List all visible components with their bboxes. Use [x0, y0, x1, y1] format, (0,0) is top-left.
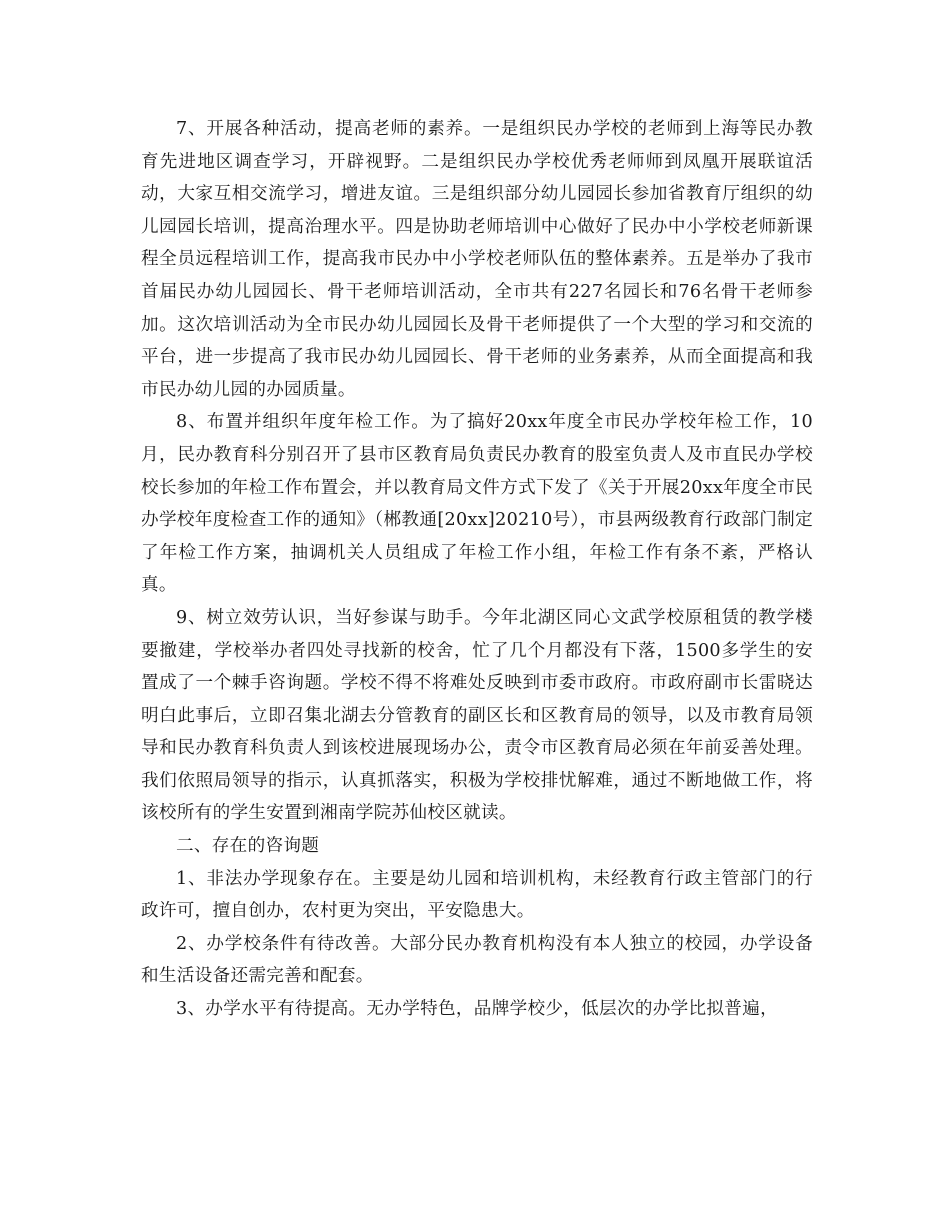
document-page [141, 113, 813, 1026]
problem-item-3-school-level: 3、办学水平有待提高。无办学特色，品牌学校少，低层次的办学比拟普遍， [176, 999, 778, 1020]
paragraph-item-7-activities: 7、开展各种活动，提高老师的素养。一是组织民办学校的老师到上海等民办教育先进地区调查学习，开辟视野。二是组织民办学校优秀老师师到凤凰开展联谊活动，大家互相交流学习，增进友谊。三是组织部分幼儿园园长参加省教育厅组织的幼儿园园长培训，提高治理水平。四是协助老师培训中心做好了民办中小学校老师新课程全员远程培训工作，提高我市民办中小学校老师队伍的整体素养。五是举办了我市首届民办幼儿园园长、骨干老师培训活动，全市共有227名园长和76名骨干老师参加。这次培训活动为全市民办幼儿园园长及骨干老师提供了一个大型的学习和交流的平台，进一步提高了我市民办幼儿园园长、骨干老师的业务素养，从而全面提高和我市民办幼儿园的办园质量。 [141, 119, 813, 400]
section-heading-existing-problems: 二、存在的咨询题 [176, 836, 320, 857]
paragraph-item-8-annual-inspection: 8、布置并组织年度年检工作。为了搞好20xx年度全市民办学校年检工作，10月，民办教育科分别召开了县市区教育局负责民办教育的股室负责人及市直民办学校校长参加的年检工作布置会，并以教育局文件方式下发了《关于开展20xx年度全市民办学校年度检查工作的通知》（郴教通[20xx]20210号），市县两级教育行政部门制定了年检工作方案，抽调机关人员组成了年检工作小组，年检工作有条不紊，严格认真。 [141, 412, 813, 596]
problem-item-1-illegal-schools: 1、非法办学现象存在。主要是幼儿园和培训机构，未经教育行政主管部门的行政许可，擅自创办，农村更为突出，平安隐患大。 [141, 868, 813, 922]
paragraph-item-9-service-awareness: 9、树立效劳认识，当好参谋与助手。今年北湖区同心文武学校原租赁的教学楼要撤建，学校举办者四处寻找新的校舍，忙了几个月都没有下落，1500多学生的安置成了一个棘手咨询题。学校不得不将难处反映到市委市政府。市政府副市长雷晓达明白此事后，立即召集北湖去分管教育的副区长和区教育局的领导，以及市教育局领导和民办教育科负责人到该校进展现场办公，责令市区教育局必须在年前妥善处理。我们依照局领导的指示，认真抓落实，积极为学校排忧解难，通过不断地做工作，将该校所有的学生安置到湘南学院苏仙校区就读。 [141, 607, 813, 824]
problem-item-2-school-conditions: 2、办学校条件有待改善。大部分民办教育机构没有本人独立的校园，办学设备和生活设备还需完善和配套。 [141, 933, 813, 987]
